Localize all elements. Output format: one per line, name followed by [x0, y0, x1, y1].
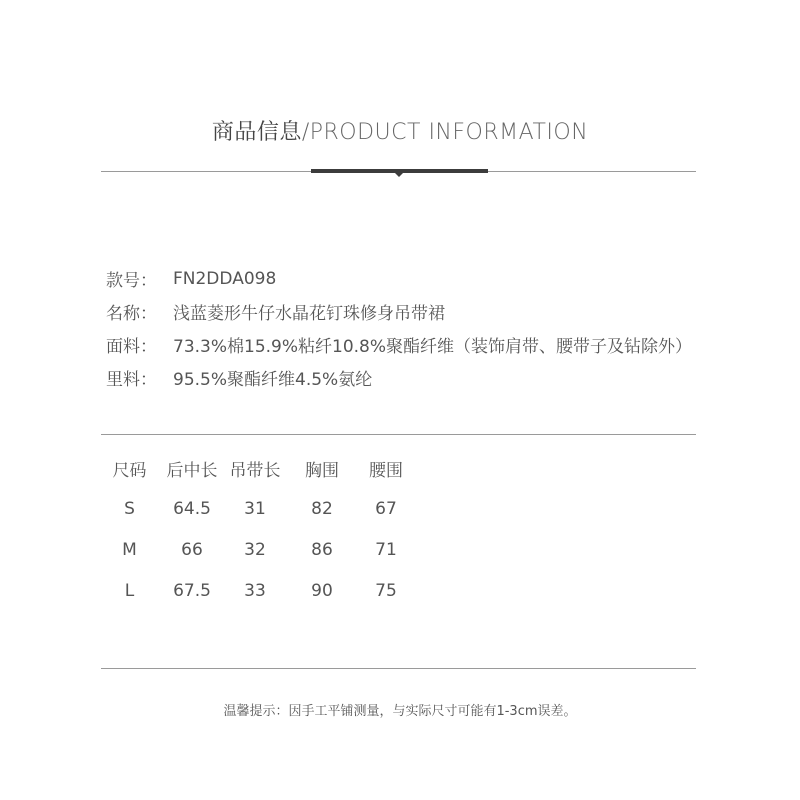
info-label: 面料： — [106, 337, 157, 357]
size-cell: M — [122, 539, 137, 560]
size-header-cell: 腰围 — [369, 460, 403, 481]
size-table — [102, 448, 432, 611]
size-header-cell: 胸围 — [305, 460, 339, 481]
size-cell: 33 — [244, 580, 266, 601]
size-cell: 86 — [311, 539, 333, 560]
size-cell: 66 — [181, 539, 203, 560]
size-table-header — [102, 448, 432, 488]
size-cell: 71 — [375, 539, 397, 560]
info-value: 浅蓝菱形牛仔水晶花钉珠修身吊带裙 — [173, 304, 445, 324]
info-value: FN2DDA098 — [173, 268, 277, 289]
size-cell: 82 — [311, 498, 333, 519]
size-header-cell: 尺码 — [112, 460, 147, 481]
size-header-cell: 吊带长 — [229, 460, 281, 481]
info-label: 名称： — [106, 304, 157, 324]
info-row-style-number — [106, 262, 706, 295]
measurement-note: 温馨提示：因手工平铺测量，与实际尺寸可能有1-3cm误差。 — [223, 704, 577, 719]
size-cell: 67 — [375, 498, 397, 519]
page-title — [0, 115, 800, 146]
info-row-lining — [106, 361, 706, 394]
size-cell: 90 — [311, 580, 333, 601]
product-info-list — [106, 262, 706, 394]
info-label: 款号： — [106, 271, 157, 291]
size-cell: L — [124, 580, 135, 601]
size-table-row — [102, 570, 432, 611]
size-cell: S — [124, 498, 135, 519]
size-cell: 31 — [244, 498, 266, 519]
info-label: 里料： — [106, 370, 157, 390]
size-cell: 32 — [244, 539, 266, 560]
size-table-row — [102, 488, 432, 529]
size-table-row — [102, 529, 432, 570]
footer-divider — [101, 668, 696, 669]
info-row-fabric — [106, 328, 706, 361]
size-header-cell: 后中长 — [166, 460, 218, 481]
info-value: 95.5%聚酯纤维4.5%氨纶 — [173, 370, 373, 390]
size-cell: 75 — [375, 580, 397, 601]
section-divider — [101, 434, 696, 435]
info-row-name — [106, 295, 706, 328]
page-title-cn: 商品信息 — [211, 120, 302, 145]
page-title-en: /PRODUCT INFORMATION — [301, 120, 589, 145]
size-cell: 64.5 — [173, 498, 211, 519]
title-accent-pointer — [394, 172, 404, 177]
size-cell: 67.5 — [173, 580, 211, 601]
info-value: 73.3%棉15.9%粘纤10.8%聚酯纤维（装饰肩带、腰带子及钻除外） — [173, 337, 693, 357]
